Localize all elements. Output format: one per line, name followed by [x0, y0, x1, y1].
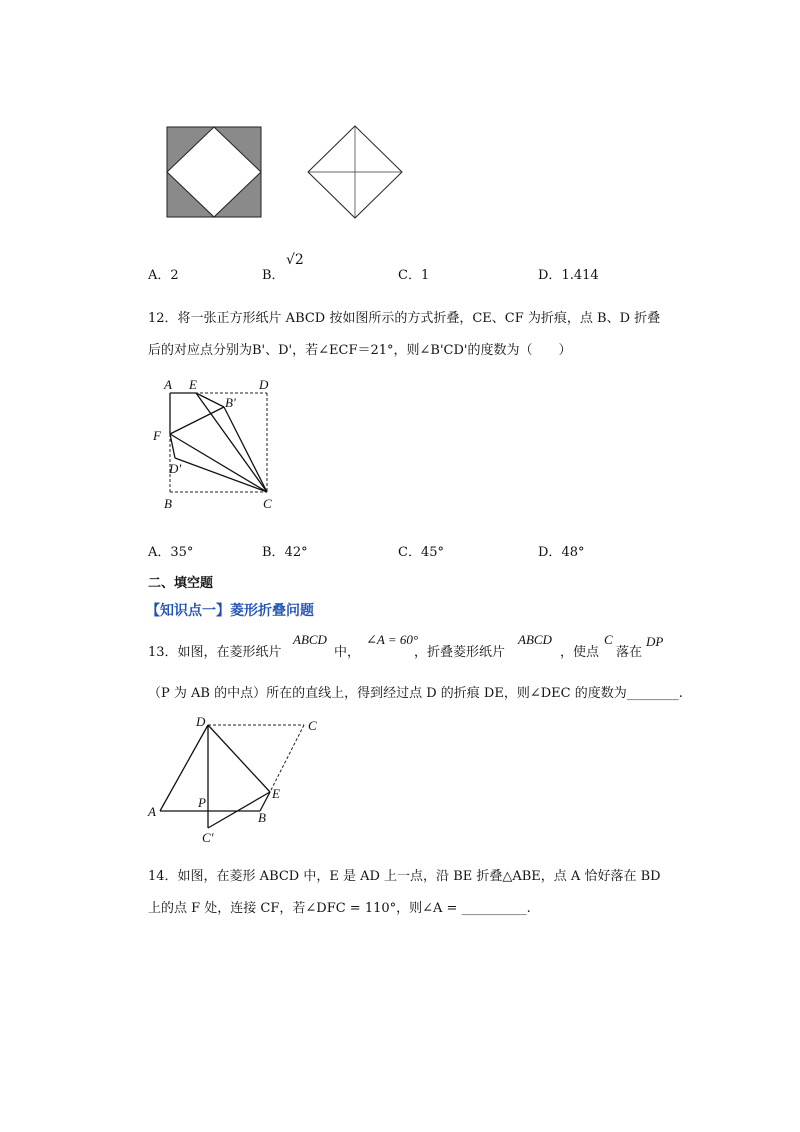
q13-label-c: C — [308, 718, 317, 733]
q13-text-1: 13．如图，在菱形纸片 — [148, 645, 282, 660]
q13-figure — [146, 712, 336, 848]
q12-option-d: D．48° — [538, 545, 585, 560]
q11-figure-folded-diamond — [306, 124, 404, 220]
q12-figure — [148, 374, 288, 516]
q13-dp: DP — [646, 634, 664, 649]
q11-option-d: D．1.414 — [538, 268, 599, 283]
q13-text-5: 落在 — [616, 645, 643, 660]
q12-label-b-prime: B' — [225, 395, 236, 410]
q11-option-b: B． — [262, 268, 285, 283]
q12-option-a: A．35° — [148, 545, 194, 560]
q12-option-b: B．42° — [262, 545, 308, 560]
q11-option-c: C．1 — [398, 268, 430, 283]
q12-stem-line2: 后的对应点分别为B'、D'，若∠ECF＝21°，则∠B'CD'的度数为（ ） — [148, 343, 572, 358]
q14-stem-line2: 上的点 F 处，连接 CF，若∠DFC = 110°，则∠A = __________. — [148, 901, 531, 916]
q12-label-f: F — [153, 428, 161, 443]
q13-stem-line2: （P 为 AB 的中点）所在的直线上，得到经过点 D 的折痕 DE，则∠DEC 的度数为________. — [148, 686, 683, 701]
q13-label-a: A — [148, 804, 156, 819]
q11-option-a: A．2 — [148, 268, 179, 283]
q13-label-p: P — [198, 795, 206, 810]
section-title: 二、填空题 — [148, 576, 214, 591]
q13-text-2: 中， — [334, 645, 361, 660]
q12-label-d-prime: D' — [169, 461, 182, 476]
q14-stem-line1: 14．如图，在菱形 ABCD 中，E 是 AD 上一点，沿 BE 折叠△ABE，点 A 恰好落在 BD — [148, 869, 661, 884]
q13-stem-line1 — [148, 632, 708, 666]
q13-angle-a: ∠A = 60° — [366, 632, 419, 647]
q13-point-c: C — [604, 632, 613, 647]
knowledge-point-title: 【知识点一】菱形折叠问题 — [146, 603, 314, 619]
q12-option-c: C．45° — [398, 545, 444, 560]
q11-figure-shaded-square — [166, 126, 262, 218]
q12-label-d: D — [259, 377, 269, 392]
q13-label-e: E — [272, 786, 280, 801]
q12-label-c: C — [263, 496, 272, 511]
q13-abcd-2: ABCD — [518, 632, 552, 647]
q13-abcd: ABCD — [293, 632, 327, 647]
q12-stem-line1: 12．将一张正方形纸片 ABCD 按如图所示的方式折叠，CE、CF 为折痕，点 B、D 折叠 — [148, 311, 661, 326]
q11-option-b-value: √2 — [286, 252, 304, 268]
q13-label-b: B — [258, 810, 266, 825]
q13-label-d: D — [196, 714, 206, 729]
q13-text-4: ，使点 — [560, 645, 600, 660]
q12-label-b: B — [164, 496, 172, 511]
q13-text-3: ，折叠菱形纸片 — [414, 645, 506, 660]
q13-label-c-prime: C' — [202, 830, 214, 845]
q12-label-a: A — [164, 377, 172, 392]
q12-label-e: E — [189, 377, 197, 392]
